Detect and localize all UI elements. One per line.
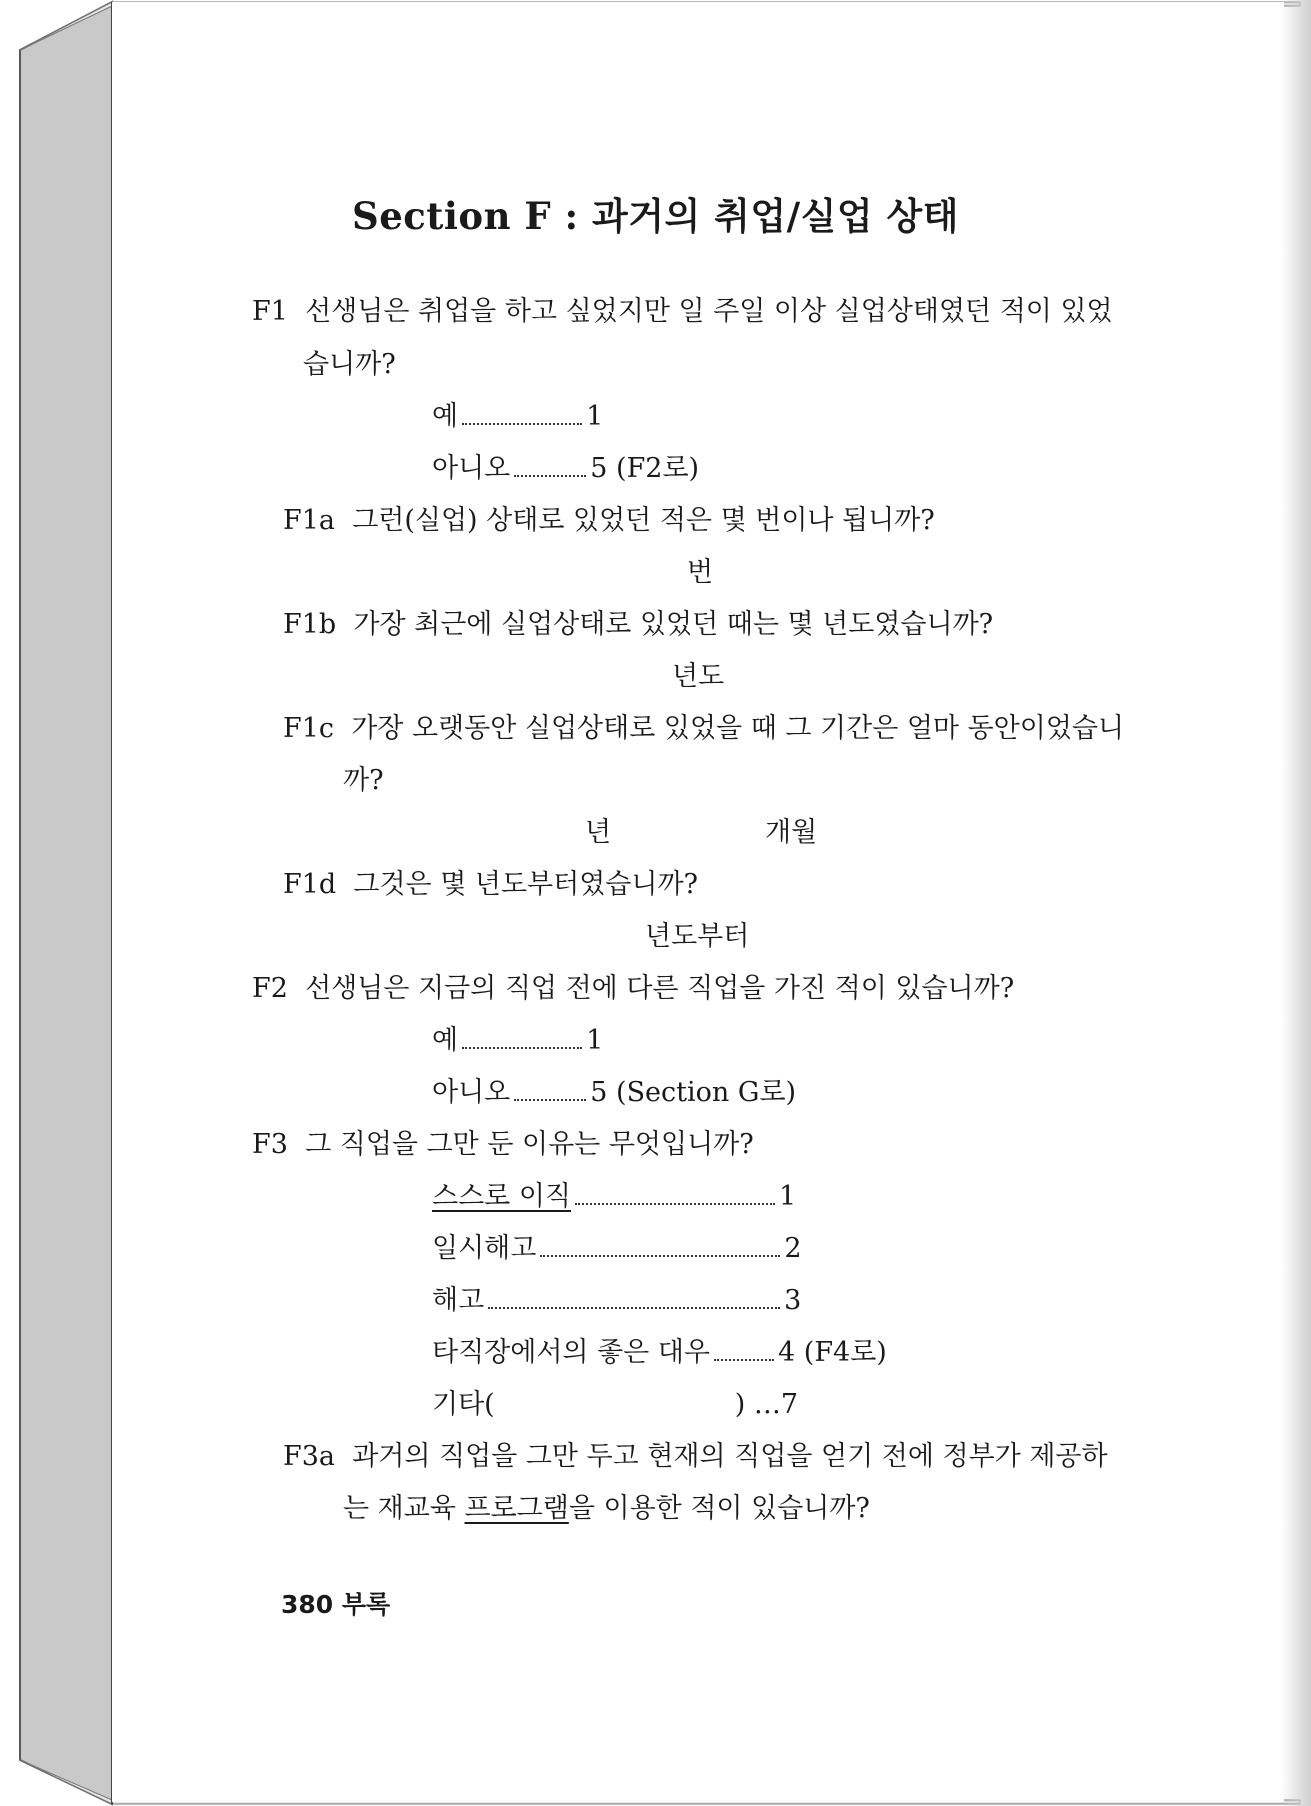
question-f1a: F1a 그런(실업) 상태로 있었던 적은 몇 번이나 됩니까? xyxy=(283,505,935,536)
answer-unit: 년 xyxy=(585,817,612,848)
question-f3a: F3a 과거의 직업을 그만 두고 현재의 직업을 얻기 전에 정부가 제공하 xyxy=(283,1441,1108,1472)
question-text: 선생님은 취업을 하고 싶었지만 일 주일 이상 실업상태였던 적이 있었 xyxy=(305,296,1113,327)
answer-unit: 년도부터 xyxy=(645,921,750,952)
answer-option: 해고 3 xyxy=(432,1285,802,1316)
question-f3: F3 그 직업을 그만 둔 이유는 무엇입니까? xyxy=(252,1129,754,1160)
answer-option: 아니오 5 (F2로) xyxy=(432,453,700,484)
page-footer: 380 부록 xyxy=(281,1590,391,1619)
answer-option: 스스로 이직 1 xyxy=(432,1181,797,1212)
question-code: F1 xyxy=(252,296,288,327)
answer-option: 예 1 xyxy=(432,1025,604,1056)
question-f1b: F1b 가장 최근에 실업상태로 있었던 때는 몇 년도였습니까? xyxy=(283,609,994,640)
question-text-cont: 까? xyxy=(343,765,384,796)
answer-option: 아니오 5 (Section G로) xyxy=(432,1077,797,1108)
question-f1 xyxy=(252,298,1113,325)
question-text-cont: 는 재교육 프로그램을 이용한 적이 있습니까? xyxy=(343,1493,870,1524)
skip-note: (F2로) xyxy=(616,453,700,484)
question-f2: F2 선생님은 지금의 직업 전에 다른 직업을 가진 적이 있습니까? xyxy=(252,973,1015,1004)
answer-option: 예 1 xyxy=(432,401,604,432)
section-title: Section F : 과거의 취업/실업 상태 xyxy=(351,194,960,238)
skip-note: (F4로) xyxy=(803,1337,887,1368)
skip-note: (Section G로) xyxy=(616,1077,797,1108)
answer-option: 타직장에서의 좋은 대우 4 (F4로) xyxy=(432,1337,887,1368)
document-page xyxy=(112,2,1284,1802)
question-text-cont: 습니까? xyxy=(303,349,396,380)
answer-unit: 개월 xyxy=(765,817,818,848)
answer-unit: 번 xyxy=(687,557,714,588)
question-f1d: F1d 그것은 몇 년도부터였습니까? xyxy=(283,869,698,900)
question-f1c: F1c 가장 오랫동안 실업상태로 있었을 때 그 기간은 얼마 동안이었습니 xyxy=(283,713,1125,744)
answer-option-other: 기타( ) …7 xyxy=(432,1389,799,1420)
answer-unit: 년도 xyxy=(672,661,725,692)
page-edge-shadow xyxy=(1281,0,1311,1806)
answer-option: 일시해고 2 xyxy=(432,1233,802,1264)
